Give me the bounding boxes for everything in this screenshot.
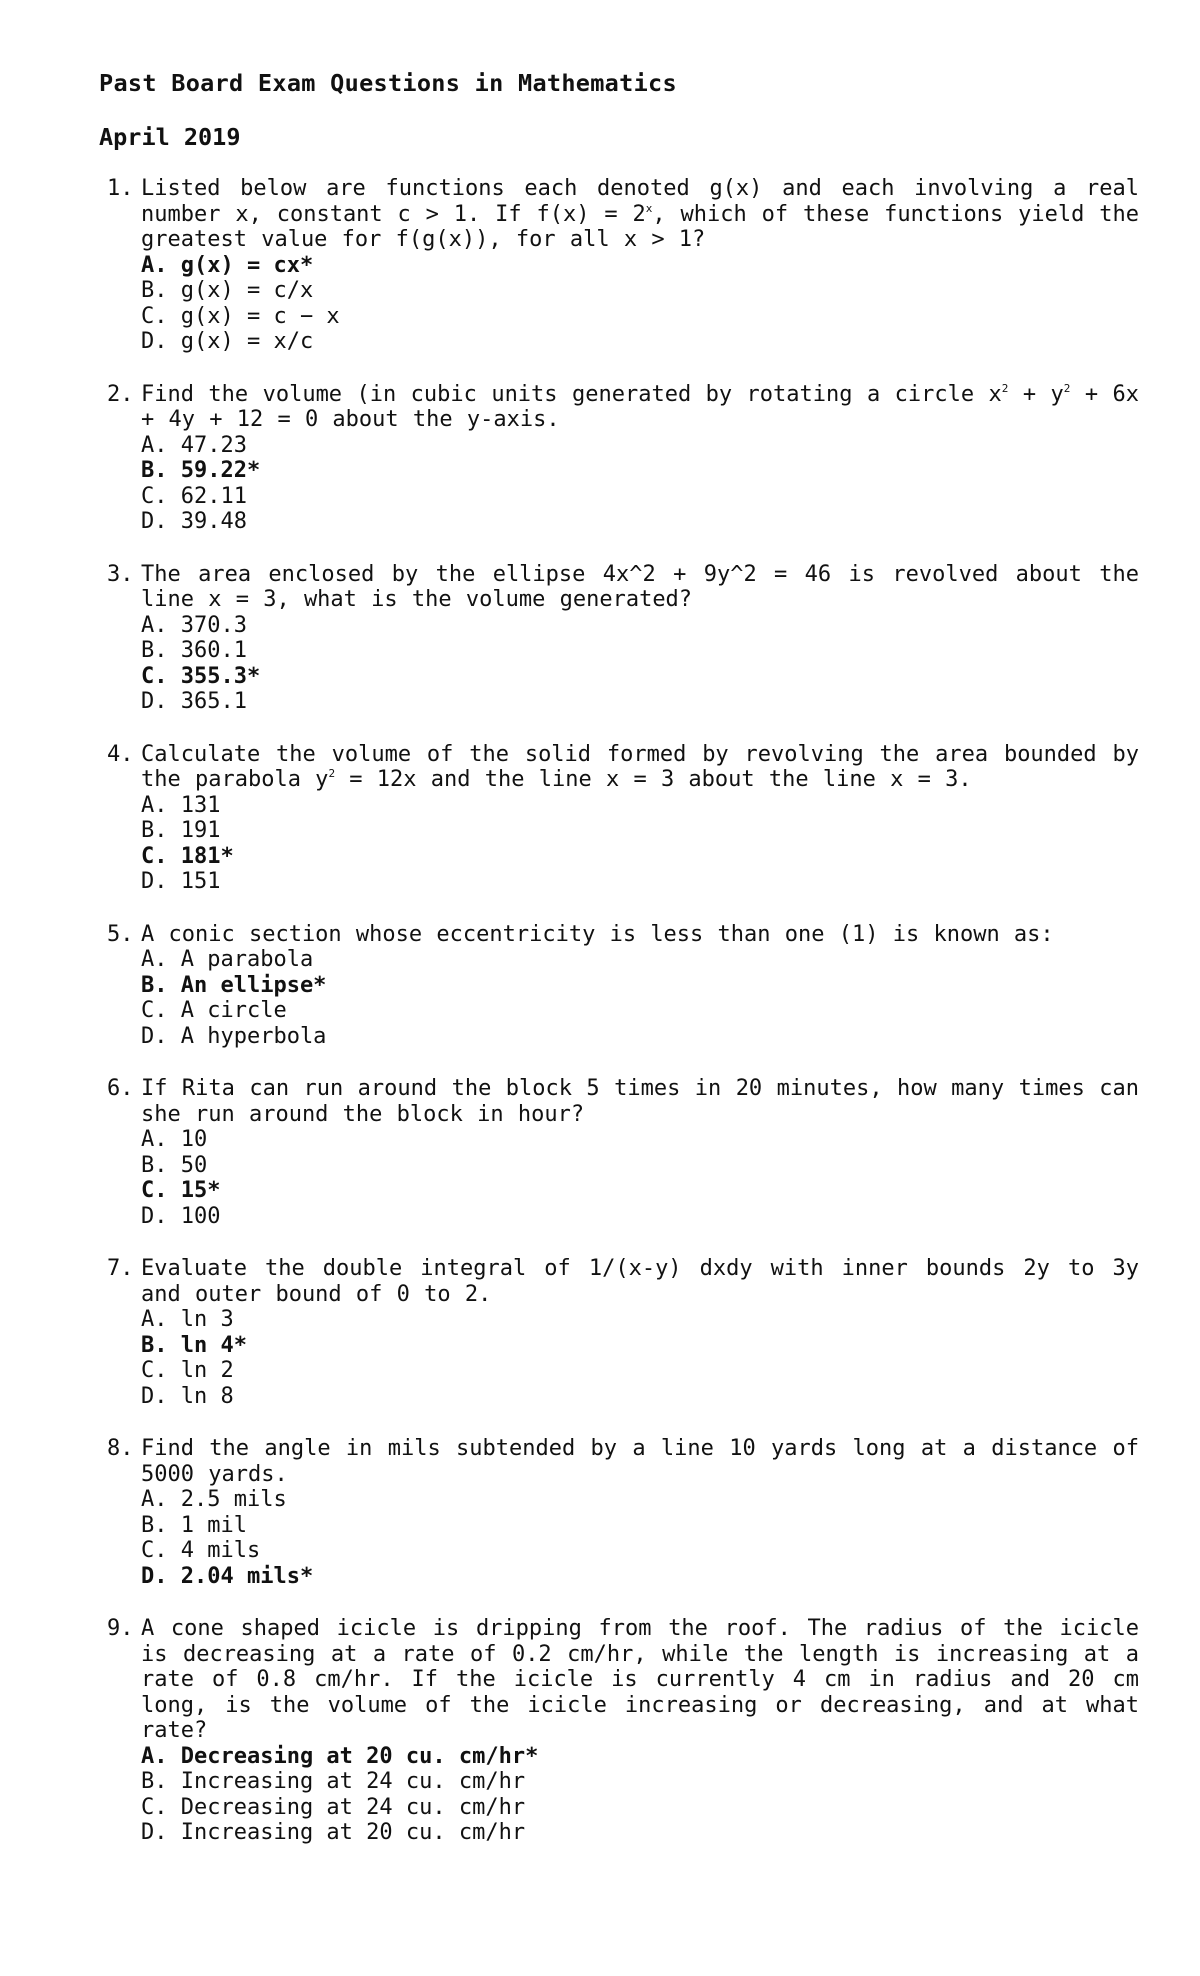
question-number: 9. (107, 1616, 134, 1641)
answer-choice-correct: A. g(x) = cx* (141, 252, 314, 278)
answer-choice-correct: C. 355.3* (141, 663, 261, 689)
answer-choice-correct: C. 15* (141, 1178, 221, 1203)
question-item (99, 176, 1139, 355)
answer-choice: B. 360.1 (141, 638, 247, 663)
document-page (99, 66, 1139, 1873)
question-text: If Rita can run around the block 5 times in 20 minutes, how many times can she run around the block in hour? (141, 1076, 1139, 1127)
answer-choice-correct: B. An ellipse* (141, 972, 327, 998)
question-item (99, 1076, 1139, 1229)
question-list (99, 176, 1139, 1846)
question-item (99, 1256, 1139, 1409)
question-text: The area enclosed by the ellipse 4x^2 + 9y^2 = 46 is revolved about the line x = 3, what is the volume generated? (141, 561, 1139, 612)
answer-choice-correct: D. 2.04 mils* (141, 1563, 314, 1589)
answer-choice: C. Decreasing at 24 cu. cm/hr (141, 1794, 526, 1820)
question-number: 3. (107, 561, 134, 587)
answer-choice: A. ln 3 (141, 1307, 234, 1332)
question-number: 2. (107, 381, 134, 407)
document-title: Past Board Exam Questions in Mathematics (99, 69, 677, 97)
answer-choices (141, 1307, 1139, 1409)
answer-choice-correct: B. 59.22* (141, 458, 261, 483)
answer-choice: D. 100 (141, 1203, 221, 1229)
answer-choice: D. 365.1 (141, 689, 247, 714)
question-number: 1. (107, 176, 134, 201)
question-item (99, 562, 1139, 715)
answer-choice: A. 10 (141, 1127, 208, 1152)
answer-choices (141, 253, 1139, 355)
question-number: 6. (107, 1076, 134, 1101)
answer-choice: A. 47.23 (141, 432, 247, 458)
answer-choices (141, 793, 1139, 895)
answer-choice: D. Increasing at 20 cu. cm/hr (141, 1820, 526, 1845)
answer-choice: A. A parabola (141, 947, 314, 972)
question-number: 5. (107, 921, 134, 947)
answer-choice: D. ln 8 (141, 1383, 234, 1409)
question-item (99, 382, 1139, 535)
answer-choice: B. 1 mil (141, 1512, 247, 1538)
answer-choice: C. A circle (141, 998, 287, 1023)
answer-choice: B. 191 (141, 818, 221, 843)
answer-choice: A. 2.5 mils (141, 1487, 287, 1512)
answer-choice: A. 131 (141, 792, 221, 818)
question-item (99, 1436, 1139, 1589)
answer-choice-correct: C. 181* (141, 843, 234, 869)
question-number: 7. (107, 1256, 134, 1281)
answer-choices (141, 1744, 1139, 1846)
question-text: A conic section whose eccentricity is less than one (1) is known as: (141, 921, 1054, 947)
answer-choice: D. 39.48 (141, 509, 247, 534)
answer-choice: C. g(x) = c − x (141, 303, 340, 329)
question-text: Evaluate the double integral of 1/(x-y) dxdy with inner bounds 2y to 3y and outer bound of 0 to 2. (141, 1256, 1139, 1307)
answer-choice: D. 151 (141, 869, 221, 894)
answer-choices (141, 613, 1139, 715)
question-text: A cone shaped icicle is dripping from the roof. The radius of the icicle is decreasing at a rate of 0.2 cm/hr, while the length is increasing at a rate of 0.8 cm/hr. If the icicle is currently 4 cm in radius and 20 cm long, is the volume of the icicle increasing or decreasing, and at what rate? (141, 1616, 1139, 1743)
answer-choice-correct: B. ln 4* (141, 1332, 247, 1358)
answer-choice: C. ln 2 (141, 1358, 234, 1383)
answer-choice-correct: A. Decreasing at 20 cu. cm/hr* (141, 1743, 539, 1769)
answer-choices (141, 947, 1139, 1049)
answer-choices (141, 433, 1139, 535)
answer-choice: A. 370.3 (141, 612, 247, 638)
answer-choice: B. g(x) = c/x (141, 278, 314, 303)
question-text: Calculate the volume of the solid formed by revolving the area bounded by the parabola $y^2 = 12x$ and the line x = 3 about the line x = 3. (141, 741, 1139, 792)
answer-choice: B. Increasing at 24 cu. cm/hr (141, 1769, 526, 1794)
question-text: Listed below are functions each denoted g(x) and each involving a real number x, constant c > 1. If $f(x) = 2^x$, which of these functions yield the greatest value for f(g(x)), for all x > 1? (141, 176, 1140, 252)
question-number: 4. (107, 741, 134, 767)
question-item (99, 742, 1139, 895)
question-number: 8. (107, 1436, 134, 1461)
question-item (99, 1616, 1139, 1846)
question-text: Find the volume (in cubic units generated by rotating a circle $x^2 + y^2 + 6x + 4y + 12 = 0$ about the y-axis. (141, 381, 1140, 432)
answer-choices (141, 1487, 1139, 1589)
answer-choice: D. g(x) = x/c (141, 329, 314, 354)
answer-choice: C. 4 mils (141, 1538, 261, 1563)
answer-choices (141, 1127, 1139, 1229)
exam-date-heading: April 2019 (99, 123, 241, 151)
answer-choice: B. 50 (141, 1152, 208, 1178)
answer-choice: D. A hyperbola (141, 1023, 327, 1049)
question-text: Find the angle in mils subtended by a line 10 yards long at a distance of 5000 yards. (141, 1436, 1139, 1487)
question-item (99, 922, 1139, 1050)
answer-choice: C. 62.11 (141, 483, 247, 509)
